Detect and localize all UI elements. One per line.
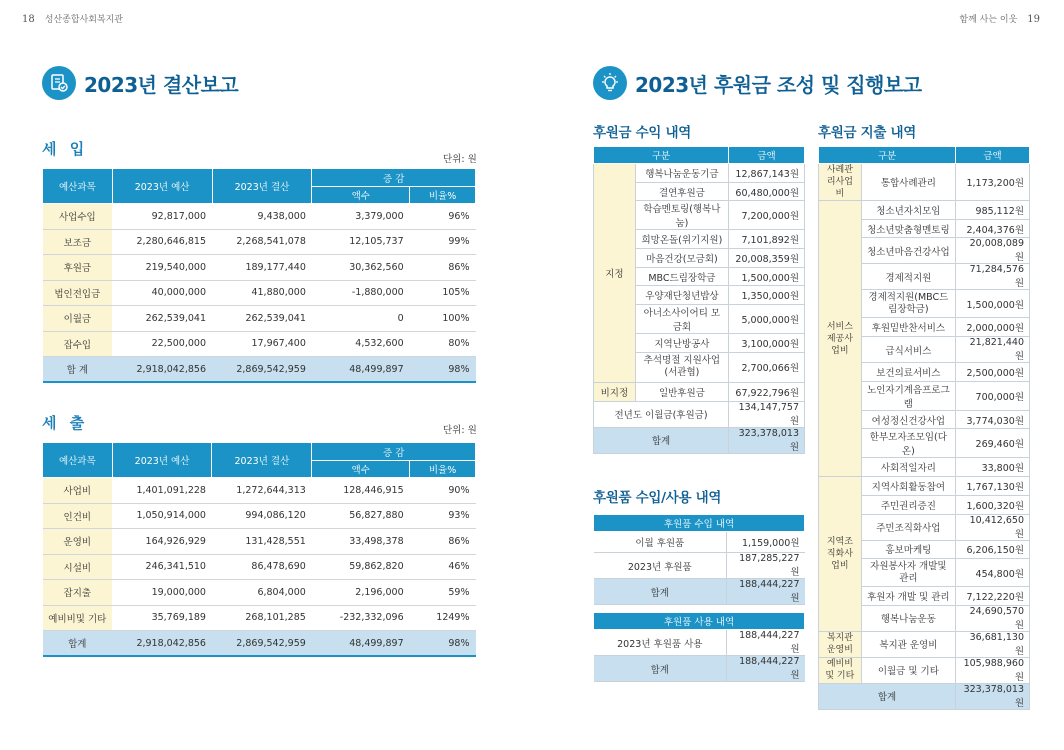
table-row [594,382,805,401]
left-section-heading [42,66,238,100]
cell-name: 경제적지원 [861,264,955,290]
cell-name: 일반후원금 [635,382,728,401]
right-page-number: 19 [1027,14,1040,25]
cell-name: 경제적지원(MBC드림장학금) [861,290,955,318]
cell-budget: 40,000,000 [112,280,212,306]
table-row [43,204,476,230]
cell-amount: 134,147,757원 [729,401,805,427]
cell-name: 2023년 후원품 [594,553,727,579]
cell-amount: 3,100,000원 [729,334,805,353]
table-row [43,605,476,631]
donation-income-table [593,146,805,454]
row-label: 잡지출 [43,580,113,606]
table-row [43,306,476,332]
cell-name: 주민조직화사업 [861,514,955,540]
total-row [43,357,476,383]
cell-name: 사회적일자리 [861,458,955,477]
cell-name: 자원봉사자 개발및 관리 [861,559,955,587]
cell-name: 주민권리증진 [861,495,955,514]
income-table [42,168,476,383]
row-label: 사업비 [43,478,113,504]
cell-amount: 128,446,915 [312,478,410,504]
total-amount: 323,378,013원 [729,427,805,453]
income-header-diff: 증 감 [312,169,476,187]
cell-amount: 1,500,000원 [956,290,1030,318]
goods-income-table [593,514,805,605]
donation-expense-table [818,146,1030,710]
total-label: 합 계 [43,357,113,383]
cell-amount: 0 [312,306,410,332]
goods-income-header: 후원품 수입 내역 [594,515,805,532]
cell-result: 1,272,644,313 [212,478,312,504]
donation-expense-header-amount: 금액 [956,147,1030,164]
group-nondesignated: 비지정 [594,382,636,401]
left-page-number: 18 [22,14,35,25]
expense-header-amount: 액수 [312,461,410,478]
total-label: 합계 [594,656,727,682]
cell-amount: 188,444,227원 [727,630,805,656]
cell-amount: 1,767,130원 [956,477,1030,496]
cell-ratio: 80% [410,331,476,357]
cell-ratio: 86% [410,529,476,555]
cell-name: 후원자 개발 및 관리 [861,587,955,606]
income-header-budget: 2023년 예산 [112,169,212,204]
row-label: 잡수입 [43,331,113,357]
table-row [594,401,805,427]
goods-use-table [593,612,805,682]
table-row [819,477,1030,496]
cell-budget: 2,280,646,815 [112,229,212,255]
cell-result: 41,880,000 [212,280,312,306]
cell-name: 행복나눔운동기금 [635,164,728,183]
document-check-icon [42,66,76,100]
cell-amount: 985,112원 [956,201,1030,220]
cell-budget: 35,769,189 [112,605,212,631]
cell-name: 복지관 운영비 [861,631,955,657]
cell-name: 한부모자조모임(다온) [861,429,955,458]
cell-amount: 454,800원 [956,559,1030,587]
donation-income-header-category: 구분 [594,147,729,164]
expense-table [42,442,476,657]
cell-name: 이월금 및 기타 [861,657,955,683]
cell-amount: 3,774,030원 [956,410,1030,429]
cell-amount: 30,362,560 [312,255,410,281]
lightbulb-icon [593,66,627,100]
cell-amount: 33,800원 [956,458,1030,477]
table-row [43,580,476,606]
cell-name: MBC드림장학금 [635,267,728,286]
cell-result: 262,539,041 [212,306,312,332]
donation-expense-header-category: 구분 [819,147,956,164]
total-row [819,683,1030,709]
cell-result: 6,804,000 [212,580,312,606]
donation-income-header-amount: 금액 [729,147,805,164]
table-row [43,503,476,529]
cell-result: 268,101,285 [212,605,312,631]
cell-amount: 2,000,000원 [956,318,1030,337]
expense-unit: 단위: 원 [443,425,477,436]
cell-amount: 1,500,000원 [729,267,805,286]
cell-budget: 1,050,914,000 [112,503,212,529]
cell-amount: 7,101,892원 [729,230,805,249]
cell-ratio: 105% [410,280,476,306]
cell-amount: 33,498,378 [312,529,410,555]
group-case: 사례관리사업비 [819,164,862,201]
total-ratio: 98% [410,631,476,657]
cell-result: 994,086,120 [212,503,312,529]
cell-name: 행복나눔운동 [861,605,955,631]
total-result: 2,869,542,959 [212,357,312,383]
cell-amount: 71,284,576원 [956,264,1030,290]
row-label: 사업수입 [43,204,113,230]
cell-name: 마음건강(모금회) [635,249,728,268]
cell-amount: 2,700,066원 [729,352,805,382]
income-unit: 단위: 원 [443,154,477,165]
total-row [43,631,476,657]
income-header-item: 예산과목 [43,169,113,204]
right-section-heading [593,66,922,100]
cell-amount: 700,000원 [956,381,1030,410]
cell-amount: 7,122,220원 [956,587,1030,606]
table-row [43,529,476,555]
cell-amount: 2,500,000원 [956,363,1030,382]
cell-amount: 59,862,820 [312,554,410,580]
total-budget: 2,918,042,856 [112,631,212,657]
table-row [43,478,476,504]
cell-amount: 12,105,737 [312,229,410,255]
cell-amount: 2,196,000 [312,580,410,606]
total-amount: 48,499,897 [312,357,410,383]
cell-name: 지역난방공사 [635,334,728,353]
cell-name: 청소년마음건강사업 [861,238,955,264]
total-result: 2,869,542,959 [212,631,312,657]
right-page-title: 2023년 후원금 조성 및 집행보고 [635,72,922,97]
cell-ratio: 1249% [410,605,476,631]
cell-name: 청소년맞춤형멘토링 [861,219,955,238]
cell-name: 노인자기계음프로그램 [861,381,955,410]
cell-result: 2,268,541,078 [212,229,312,255]
cell-amount: 6,206,150원 [956,540,1030,559]
cell-amount: -232,332,096 [312,605,410,631]
income-title: 세 입 [42,140,89,158]
cell-amount: 67,922,796원 [729,382,805,401]
cell-budget: 219,540,000 [112,255,212,281]
cell-amount: -1,880,000 [312,280,410,306]
total-row [594,656,805,682]
cell-budget: 262,539,041 [112,306,212,332]
total-label: 합계 [594,427,729,453]
cell-ratio: 99% [410,229,476,255]
income-header-amount: 액수 [312,187,410,204]
table-row [43,554,476,580]
cell-amount: 187,285,227원 [727,553,805,579]
cell-ratio: 96% [410,204,476,230]
cell-name: 전년도 이월금(후원금) [594,401,729,427]
expense-header-item: 예산과목 [43,443,113,478]
cell-name: 여성정신건강사업 [861,410,955,429]
cell-name: 추석명절 지원사업(서관협) [635,352,728,382]
table-row [819,657,1030,683]
table-row [43,280,476,306]
cell-result: 189,177,440 [212,255,312,281]
total-amount: 188,444,227원 [727,579,805,605]
total-amount: 48,499,897 [312,631,410,657]
cell-result: 86,478,690 [212,554,312,580]
total-amount: 323,378,013원 [956,683,1030,709]
table-row [594,553,805,579]
cell-budget: 22,500,000 [112,331,212,357]
cell-name: 청소년자치모임 [861,201,955,220]
cell-budget: 246,341,510 [112,554,212,580]
right-running-title: 함께 사는 이웃 [959,15,1018,25]
cell-amount: 1,600,320원 [956,495,1030,514]
group-service: 서비스제공사업비 [819,201,862,477]
table-row [594,164,805,183]
row-label: 후원금 [43,255,113,281]
row-label: 인건비 [43,503,113,529]
cell-ratio: 86% [410,255,476,281]
table-row [819,631,1030,657]
total-amount: 188,444,227원 [727,656,805,682]
right-page-header [959,12,1040,25]
total-budget: 2,918,042,856 [112,357,212,383]
cell-ratio: 93% [410,503,476,529]
cell-name: 급식서비스 [861,337,955,363]
cell-name: 지역사회활동참여 [861,477,955,496]
left-running-title: 성산종합사회복지관 [44,15,123,25]
cell-result: 131,428,551 [212,529,312,555]
cell-budget: 19,000,000 [112,580,212,606]
cell-amount: 1,350,000원 [729,286,805,305]
cell-result: 9,438,000 [212,204,312,230]
table-row [819,164,1030,201]
cell-amount: 56,827,880 [312,503,410,529]
row-label: 예비비및 기타 [43,605,113,631]
table-row [43,331,476,357]
cell-name: 학습멘토링(행복나눔) [635,201,728,230]
total-row [594,579,805,605]
table-row [43,255,476,281]
row-label: 시설비 [43,554,113,580]
total-label: 합계 [43,631,113,657]
cell-amount: 105,988,960원 [956,657,1030,683]
cell-name: 희망온돌(위기지원) [635,230,728,249]
cell-name: 이월 후원품 [594,532,727,553]
cell-name: 아너소사이어티 모금회 [635,305,728,334]
cell-amount: 4,532,600 [312,331,410,357]
cell-amount: 20,008,089원 [956,238,1030,264]
donation-expense-title: 후원금 지출 내역 [818,125,916,141]
row-label: 운영비 [43,529,113,555]
left-page-header [22,12,123,25]
cell-amount: 12,867,143원 [729,164,805,183]
cell-ratio: 59% [410,580,476,606]
expense-title: 세 출 [42,414,89,432]
cell-amount: 5,000,000원 [729,305,805,334]
cell-amount: 269,460원 [956,429,1030,458]
group-operation: 복지관운영비 [819,631,862,657]
cell-budget: 1,401,091,228 [112,478,212,504]
cell-amount: 21,821,440원 [956,337,1030,363]
expense-header-budget: 2023년 예산 [112,443,212,478]
cell-ratio: 100% [410,306,476,332]
expense-header-ratio: 비율% [410,461,476,478]
table-row [594,532,805,553]
cell-name: 후원밑반찬서비스 [861,318,955,337]
table-row [819,201,1030,220]
cell-amount: 24,690,570원 [956,605,1030,631]
goods-title: 후원품 수입/사용 내역 [593,490,722,506]
row-label: 보조금 [43,229,113,255]
cell-budget: 92,817,000 [112,204,212,230]
table-row [594,630,805,656]
cell-name: 우양재단청년밥상 [635,286,728,305]
cell-name: 결연후원금 [635,182,728,201]
cell-ratio: 46% [410,554,476,580]
cell-amount: 60,480,000원 [729,182,805,201]
cell-name: 홍보마케팅 [861,540,955,559]
group-reserve: 예비비및 기타 [819,657,862,683]
cell-name: 보건의료서비스 [861,363,955,382]
income-header-result: 2023년 결산 [212,169,312,204]
income-header-ratio: 비율% [410,187,476,204]
cell-amount: 1,173,200원 [956,164,1030,201]
goods-use-header: 후원품 사용 내역 [594,613,805,630]
total-label: 합계 [594,579,727,605]
cell-amount: 20,008,359원 [729,249,805,268]
donation-income-title: 후원금 수익 내역 [593,125,691,141]
left-page-title: 2023년 결산보고 [84,72,239,97]
cell-budget: 164,926,929 [112,529,212,555]
cell-amount: 1,159,000원 [727,532,805,553]
row-label: 법인전입금 [43,280,113,306]
table-row [43,229,476,255]
expense-header-diff: 증 감 [312,443,476,461]
row-label: 이월금 [43,306,113,332]
cell-name: 통합사례관리 [861,164,955,201]
cell-amount: 3,379,000 [312,204,410,230]
group-designated: 지정 [594,164,636,383]
cell-amount: 2,404,376원 [956,219,1030,238]
cell-amount: 36,681,130원 [956,631,1030,657]
group-community: 지역조직화사업비 [819,477,862,632]
cell-ratio: 90% [410,478,476,504]
expense-header-result: 2023년 결산 [212,443,312,478]
total-row [594,427,805,453]
cell-amount: 10,412,650원 [956,514,1030,540]
total-ratio: 98% [410,357,476,383]
cell-amount: 7,200,000원 [729,201,805,230]
cell-result: 17,967,400 [212,331,312,357]
cell-name: 2023년 후원품 사용 [594,630,727,656]
total-label: 합계 [819,683,956,709]
